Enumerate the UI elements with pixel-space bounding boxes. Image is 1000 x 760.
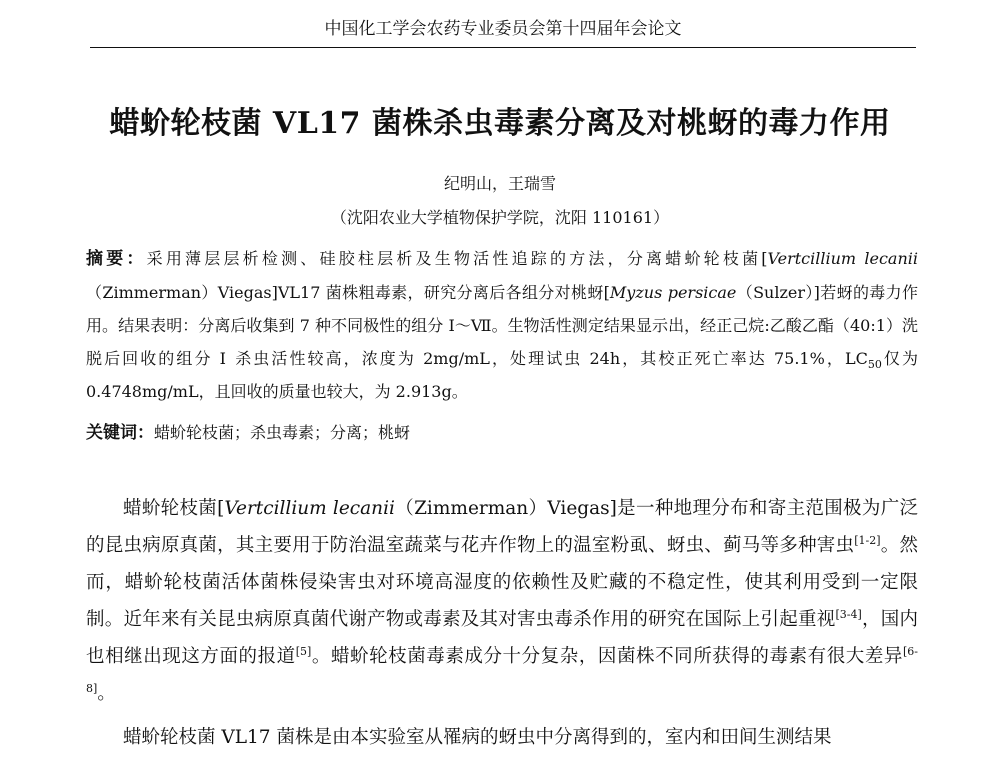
abstract-text-2: （Zimmerman）Viegas]VL17 菌株粗毒素，研究分离后各组分对桃蚜[: [86, 283, 610, 302]
body-text-3: 。然而，蜡蚧轮枝菌活体菌株侵染害虫对环境高湿度的依赖性及贮藏的不稳定性，使其利用受到一定限制。近年来有关昆虫病原真菌代谢产物或毒素及其对害虫毒杀作用的研究在国际上引起重视: [86, 535, 918, 630]
citation-ref: [3-4]: [835, 607, 862, 621]
body-text-2: （Zimmerman）Viegas]是一种地理分布和寄主范围极为广泛的昆虫病原真菌，其主要用于防治温室蔬菜与花卉作物上的温室粉虱、蚜虫、蓟马等多种害虫: [86, 498, 919, 556]
species-name-myzus: Myzus persicae: [609, 283, 737, 302]
running-header: 中国化工学会农药专业委员会第十四届年会论文: [90, 16, 916, 48]
citation-ref: [6-8]: [86, 644, 918, 695]
lc-subscript: 50: [867, 358, 882, 372]
abstract-text-4: 仅为 0.4748mg/mL，且回收的质量也较大，为 2.913g。: [86, 349, 918, 401]
citation-ref: [5]: [295, 644, 312, 658]
paper-title: 蜡蚧轮枝菌 VL17 菌株杀虫毒素分离及对桃蚜的毒力作用: [109, 106, 891, 141]
keywords-text: 蜡蚧轮枝菌；杀虫毒素；分离；桃蚜: [154, 423, 411, 442]
body-paragraph-1: [86, 490, 918, 712]
keywords: [86, 418, 918, 448]
authors: 纪明山，王瑞雪: [443, 174, 556, 193]
body-text: [86, 490, 918, 756]
body-text-5: 。蜡蚧轮枝菌毒素成分十分复杂，因菌株不同所获得的毒素有很大差异: [311, 646, 903, 667]
body-text-1: 蜡蚧轮枝菌[: [123, 498, 225, 519]
keywords-label: 关键词：: [86, 423, 154, 443]
body-text-4: ，国内也相继出现这方面的报道: [86, 609, 918, 667]
citation-ref: [1-2]: [854, 533, 881, 547]
body-paragraph-2: 蜡蚧轮枝菌 VL17 菌株是由本实验室从罹病的蚜虫中分离得到的，室内和田间生测结果: [123, 727, 832, 748]
species-name-verticillium-body: Vertcillium lecanii: [224, 498, 395, 519]
affiliation: （沈阳农业大学植物保护学院，沈阳 110161）: [330, 208, 670, 227]
abstract-label: 摘要：: [86, 249, 147, 269]
abstract: [86, 242, 918, 408]
species-name-verticillium: Vertcillium lecanii: [767, 249, 919, 268]
abstract-text-1: 采用薄层层析检测、硅胶柱层析及生物活性追踪的方法，分离蜡蚧轮枝菌[: [146, 249, 768, 268]
abstract-text-3: （Sulzer）]若蚜的毒力作用。结果表明：分离后收集到 7 种不同极性的组分 Ⅰ～Ⅶ。生物活性测定结果显示出，经正己烷:乙酸乙酯（40:1）洗脱后回收的组分 Ⅰ 杀虫活性较高，浓度为 2mg/mL，处理试虫 24h，其校正死亡率达 75.1%，LC: [86, 283, 918, 368]
body-text-6: 。: [97, 683, 116, 704]
